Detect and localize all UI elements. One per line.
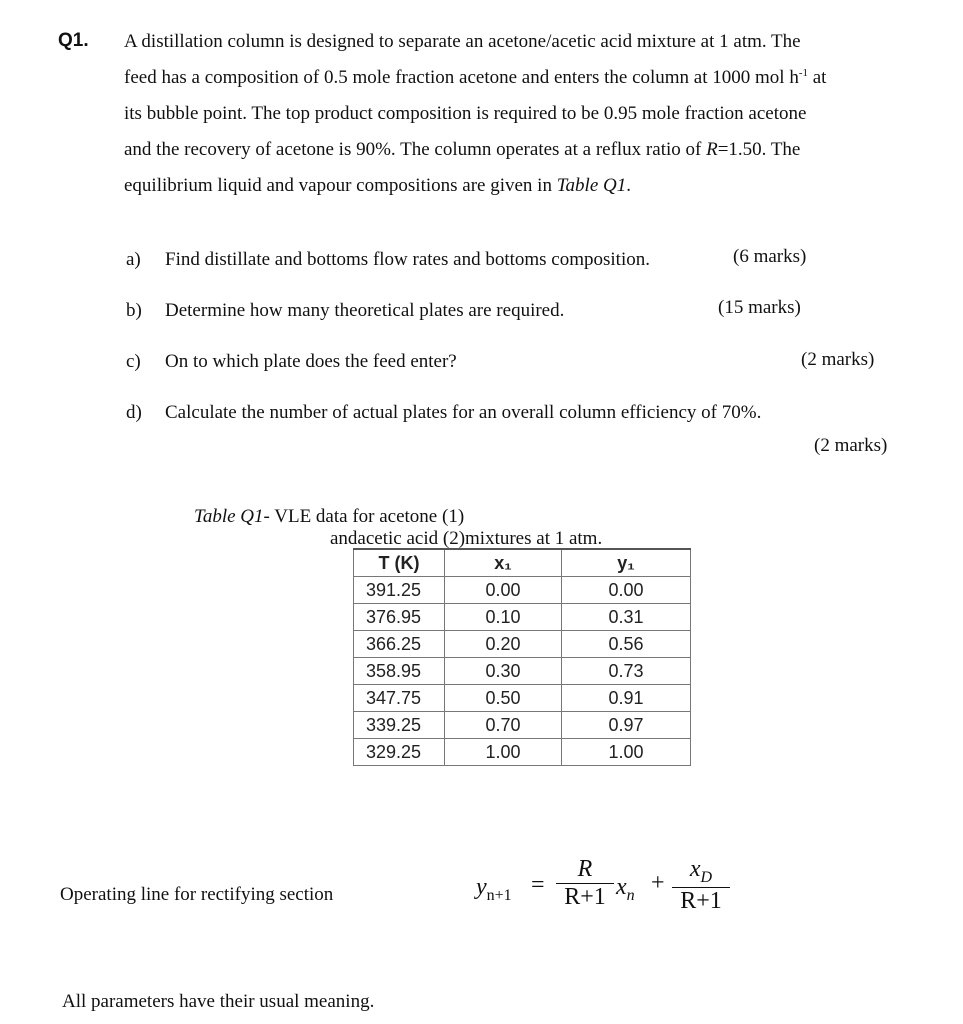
part-d-text: Calculate the number of actual plates for an overall column efficiency of 70%.	[165, 402, 762, 423]
part-d-label: d)	[126, 402, 142, 423]
part-c-text: On to which plate does the feed enter?	[165, 351, 457, 372]
part-a-label: a)	[126, 249, 141, 270]
question-intro	[124, 24, 914, 204]
intro-line-4: and the recovery of acetone is 90%. The column operates at a reflux ratio of R=1.50. The	[124, 139, 801, 160]
part-a-text: Find distillate and bottoms flow rates and bottoms composition.	[165, 249, 650, 270]
table-row: 391.25 0.00 0.00	[354, 577, 691, 604]
part-c-marks: (2 marks)	[801, 349, 875, 370]
operating-line-label: Operating line for rectifying section	[60, 884, 334, 905]
table-row: 339.25 0.70 0.97	[354, 712, 691, 739]
footer-note: All parameters have their usual meaning.	[62, 991, 375, 1012]
header-temperature: T (K)	[354, 549, 445, 577]
table-caption-line-1: Table Q1- VLE data for acetone (1)	[194, 506, 465, 527]
table-row: 358.95 0.30 0.73	[354, 658, 691, 685]
intro-line-3: its bubble point. The top product composition is required to be 0.95 mole fraction acetone	[124, 103, 807, 124]
header-x1: x₁	[445, 549, 562, 577]
table-row: 366.25 0.20 0.56	[354, 631, 691, 658]
part-a-marks: (6 marks)	[733, 246, 807, 267]
table-row: 347.75 0.50 0.91	[354, 685, 691, 712]
table-header-row	[354, 549, 691, 577]
part-b-label: b)	[126, 300, 142, 321]
fraction-reflux: $\frac{R}{R+1}$	[556, 856, 614, 911]
intro-line-1: A distillation column is designed to separate an acetone/acetic acid mixture at 1 atm. The	[124, 31, 801, 52]
part-b-text: Determine how many theoretical plates are required.	[165, 300, 565, 321]
question-number: Q1.	[58, 30, 89, 51]
fraction-distillate: $\frac{x_D}{R+1}$	[672, 856, 730, 915]
header-y1: y₁	[562, 549, 691, 577]
equation-plus: +	[651, 870, 665, 896]
part-d-marks: (2 marks)	[814, 435, 888, 456]
intro-line-2: feed has a composition of 0.5 mole fraction acetone and enters the column at 1000 mol $h^{-1}$ at	[124, 67, 827, 88]
part-b-marks: (15 marks)	[718, 297, 801, 318]
vle-table	[353, 548, 691, 766]
part-c-label: c)	[126, 351, 141, 372]
table-row: 376.95 0.10 0.31	[354, 604, 691, 631]
table-caption-line-2: andacetic acid (2)mixtures at 1 atm.	[330, 528, 603, 549]
table-row: 329.25 1.00 1.00	[354, 739, 691, 766]
equation-xn: $x_n$	[616, 874, 635, 904]
equation-equals: =	[531, 872, 545, 898]
equation-lhs: $y_{n+1}$	[476, 874, 512, 904]
intro-line-5: equilibrium liquid and vapour compositions are given in Table Q1.	[124, 175, 631, 196]
